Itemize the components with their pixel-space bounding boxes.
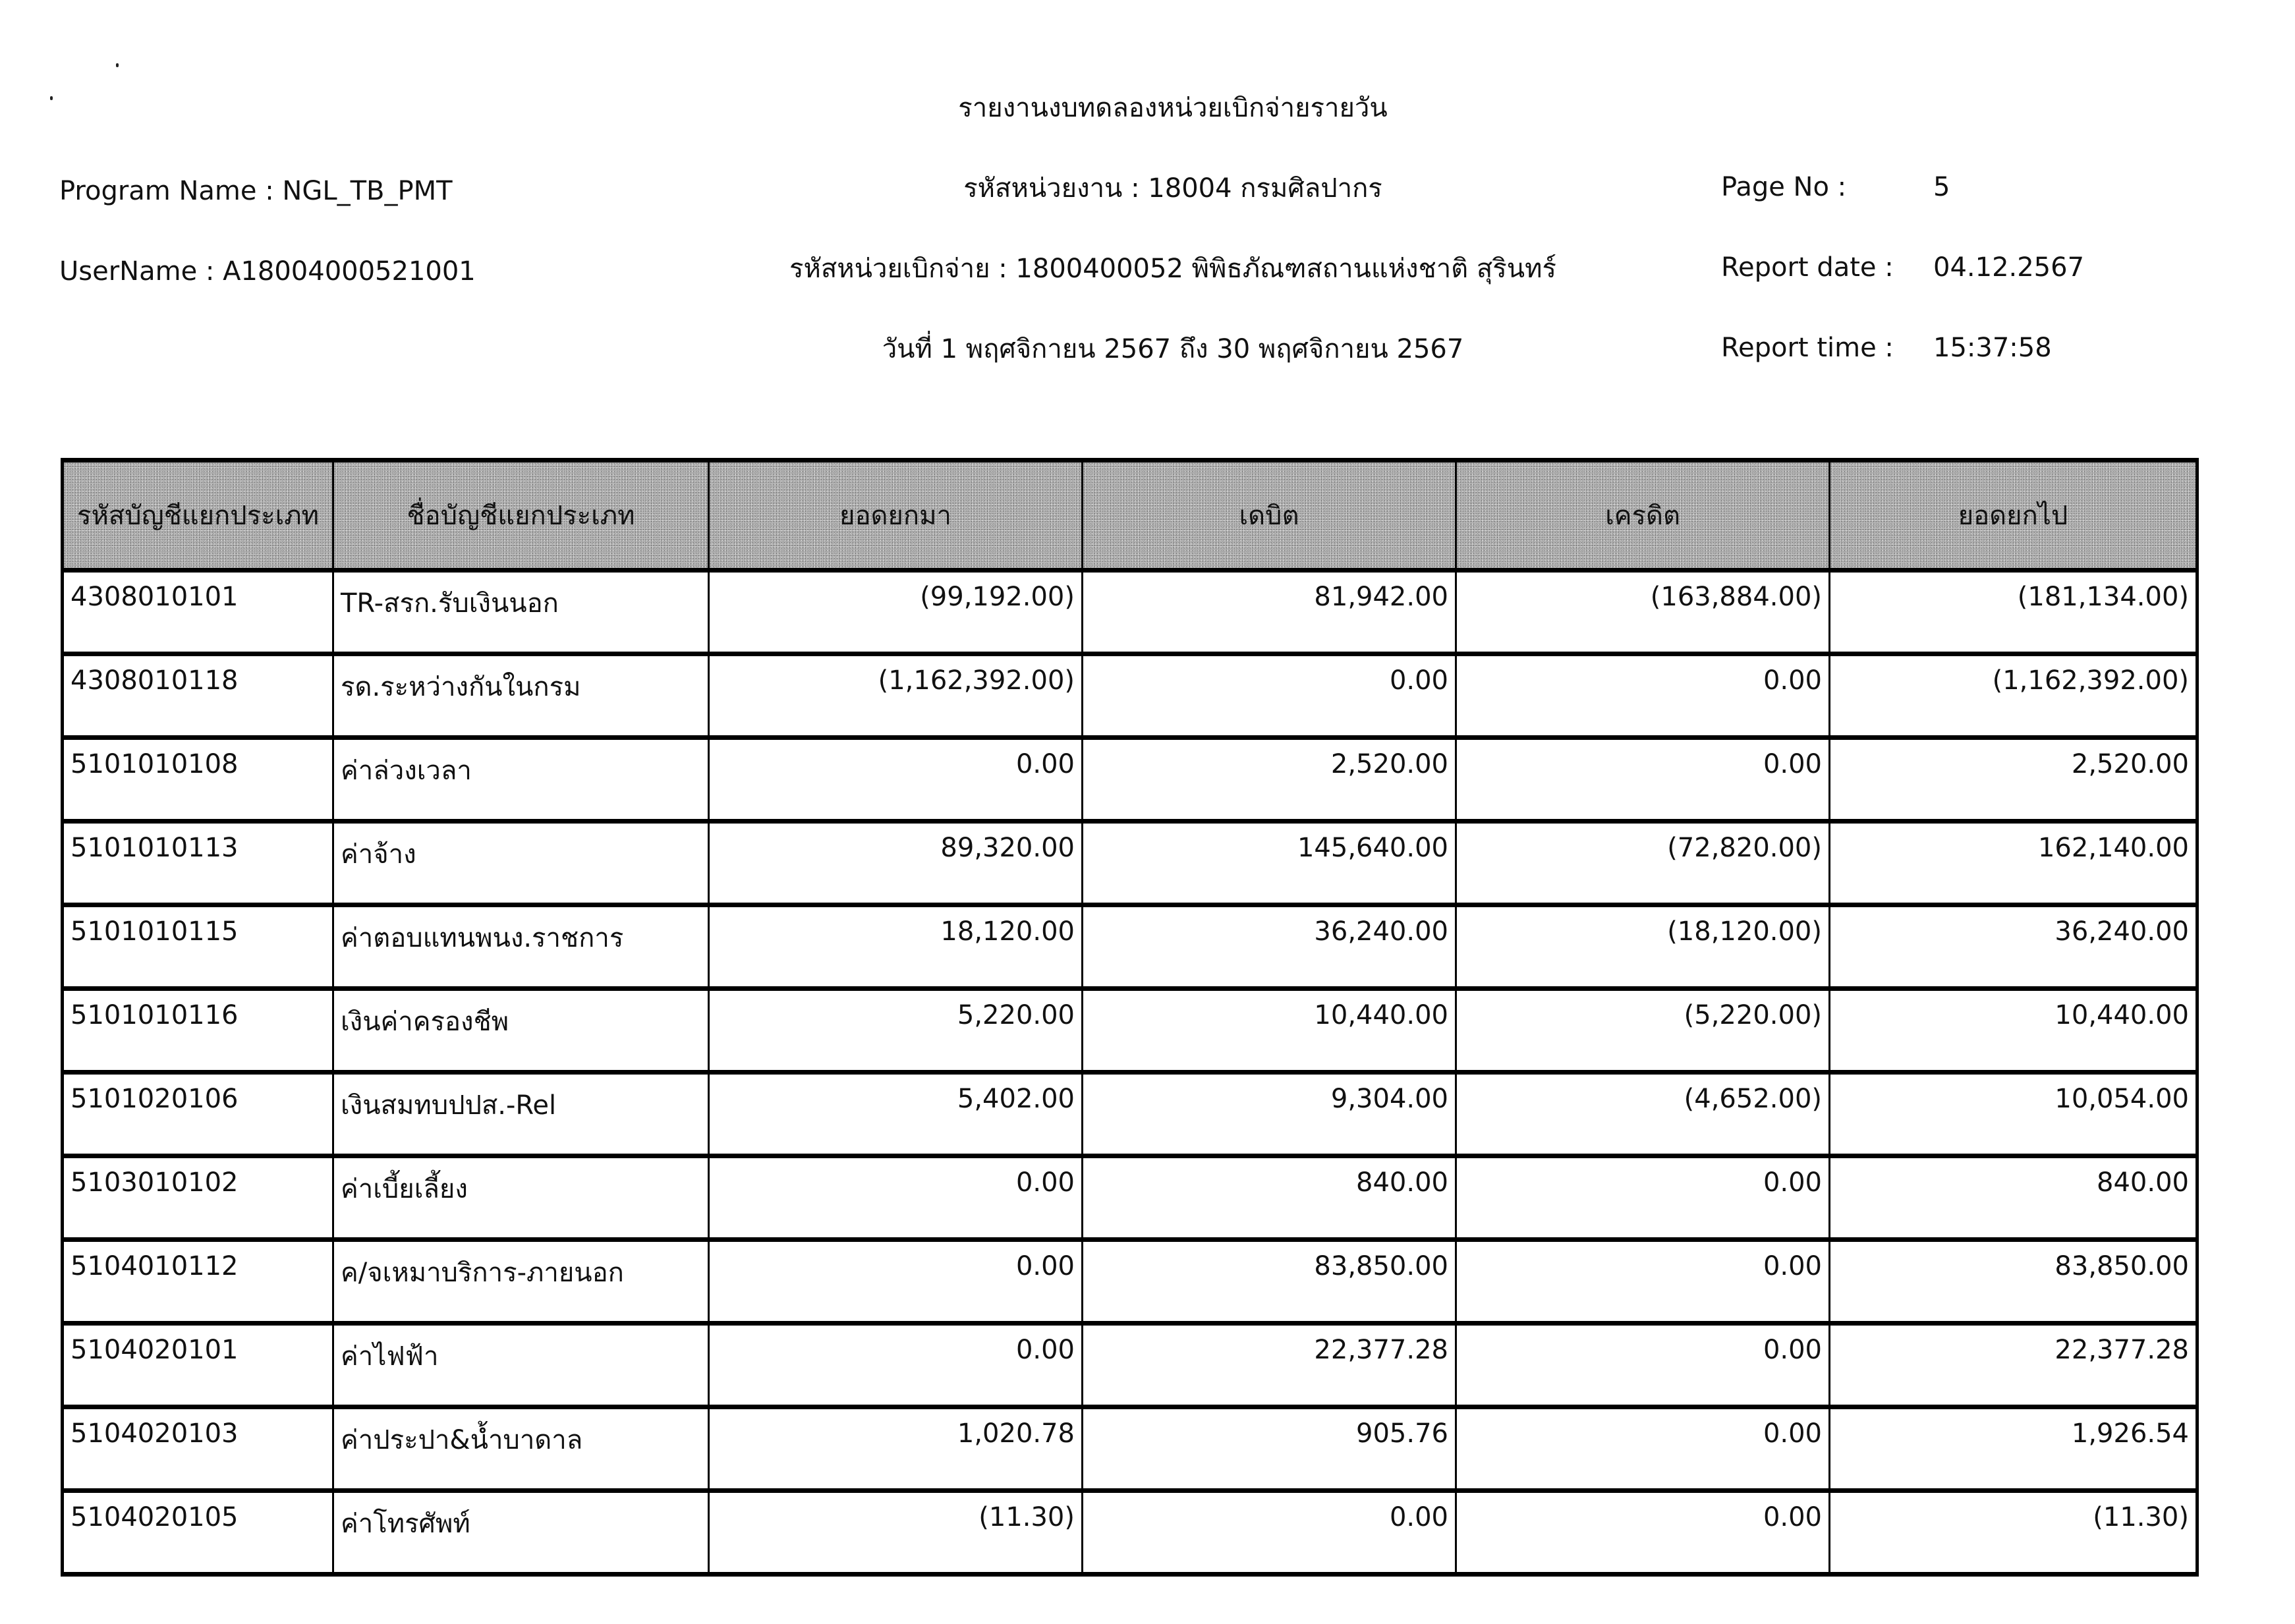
cell-account-code: 5104020103: [63, 1407, 333, 1491]
cell-opening-balance: 0.00: [709, 1156, 1083, 1240]
cell-opening-balance: 1,020.78: [709, 1407, 1083, 1491]
report-time-label: Report time :: [1721, 333, 1894, 363]
cell-account-name: เงินค่าครองชีพ: [333, 989, 709, 1073]
cell-account-name: ค่าเบี้ยเลี้ยง: [333, 1156, 709, 1240]
cell-closing-balance: 10,054.00: [1830, 1073, 2197, 1156]
cell-opening-balance: 89,320.00: [709, 822, 1083, 905]
cell-opening-balance: 5,220.00: [709, 989, 1083, 1073]
cell-account-code: 5104010112: [63, 1240, 333, 1324]
cell-account-code: 5101010108: [63, 738, 333, 822]
cell-debit: 145,640.00: [1083, 822, 1456, 905]
cell-closing-balance: (1,162,392.00): [1830, 654, 2197, 738]
cell-account-name: ค่าโทรศัพท์: [333, 1491, 709, 1575]
scan-speck: [50, 96, 53, 100]
cell-account-code: 5104020101: [63, 1324, 333, 1407]
cell-credit: 0.00: [1456, 1491, 1830, 1575]
cell-debit: 81,942.00: [1083, 571, 1456, 654]
cell-account-name: ค/จเหมาบริการ-ภายนอก: [333, 1240, 709, 1324]
page-no-label: Page No :: [1721, 172, 1847, 202]
table-row: [63, 1407, 2197, 1491]
page-no-value: 5: [1933, 172, 1950, 202]
username: UserName : A18004000521001: [59, 256, 476, 287]
cell-credit: 0.00: [1456, 1407, 1830, 1491]
cell-account-name: ค่าไฟฟ้า: [333, 1324, 709, 1407]
cell-debit: 2,520.00: [1083, 738, 1456, 822]
scan-speck: [116, 63, 119, 67]
cell-credit: (4,652.00): [1456, 1073, 1830, 1156]
cell-opening-balance: (11.30): [709, 1491, 1083, 1575]
period-line: วันที่ 1 พฤศจิกายน 2567 ถึง 30 พฤศจิกายน 2567: [882, 334, 1464, 364]
table-row: [63, 571, 2197, 654]
col-header-debit: เดบิต: [1083, 461, 1456, 571]
cell-account-name: ค่าประปา&น้ำบาดาล: [333, 1407, 709, 1491]
cell-credit: (163,884.00): [1456, 571, 1830, 654]
cell-credit: 0.00: [1456, 1240, 1830, 1324]
table-row: [63, 654, 2197, 738]
cell-closing-balance: 83,850.00: [1830, 1240, 2197, 1324]
report-date-label: Report date :: [1721, 252, 1894, 283]
table-row: [63, 1491, 2197, 1575]
cell-closing-balance: 1,926.54: [1830, 1407, 2197, 1491]
report-time-value: 15:37:58: [1933, 333, 2052, 363]
cell-credit: (72,820.00): [1456, 822, 1830, 905]
cell-debit: 36,240.00: [1083, 905, 1456, 989]
cell-account-name: รด.ระหว่างกันในกรม: [333, 654, 709, 738]
cell-credit: 0.00: [1456, 738, 1830, 822]
table-row: [63, 822, 2197, 905]
cell-account-code: 5101010115: [63, 905, 333, 989]
col-header-credit: เครดิต: [1456, 461, 1830, 571]
trial-balance-table: [61, 458, 2199, 1577]
cell-debit: 0.00: [1083, 654, 1456, 738]
cell-opening-balance: 0.00: [709, 1324, 1083, 1407]
agency-line: รหัสหน่วยงาน : 18004 กรมศิลปากร: [963, 173, 1382, 204]
cell-debit: 0.00: [1083, 1491, 1456, 1575]
cell-credit: 0.00: [1456, 1156, 1830, 1240]
table-row: [63, 738, 2197, 822]
cell-closing-balance: 840.00: [1830, 1156, 2197, 1240]
cell-credit: (18,120.00): [1456, 905, 1830, 989]
cell-closing-balance: 10,440.00: [1830, 989, 2197, 1073]
cell-debit: 9,304.00: [1083, 1073, 1456, 1156]
cell-closing-balance: (181,134.00): [1830, 571, 2197, 654]
cell-closing-balance: 2,520.00: [1830, 738, 2197, 822]
table-row: [63, 1073, 2197, 1156]
table-body: [63, 571, 2197, 1575]
cell-debit: 905.76: [1083, 1407, 1456, 1491]
cell-closing-balance: 22,377.28: [1830, 1324, 2197, 1407]
col-header-opening-balance: ยอดยกมา: [709, 461, 1083, 571]
cell-account-code: 5101020106: [63, 1073, 333, 1156]
table-row: [63, 1324, 2197, 1407]
cell-credit: 0.00: [1456, 1324, 1830, 1407]
table-header-row: [63, 461, 2197, 571]
cell-debit: 22,377.28: [1083, 1324, 1456, 1407]
table-row: [63, 989, 2197, 1073]
cell-closing-balance: (11.30): [1830, 1491, 2197, 1575]
table-row: [63, 1156, 2197, 1240]
cell-account-code: 4308010118: [63, 654, 333, 738]
disbursement-unit-line: รหัสหน่วยเบิกจ่าย : 1800400052 พิพิธภัณฑสถานแห่งชาติ สุรินทร์: [789, 254, 1556, 284]
table-row: [63, 1240, 2197, 1324]
cell-account-code: 5101010113: [63, 822, 333, 905]
col-header-closing-balance: ยอดยกไป: [1830, 461, 2197, 571]
cell-opening-balance: (99,192.00): [709, 571, 1083, 654]
cell-account-code: 5103010102: [63, 1156, 333, 1240]
cell-debit: 840.00: [1083, 1156, 1456, 1240]
col-header-account-code: รหัสบัญชีแยกประเภท: [63, 461, 333, 571]
cell-debit: 83,850.00: [1083, 1240, 1456, 1324]
cell-opening-balance: 0.00: [709, 1240, 1083, 1324]
cell-opening-balance: 5,402.00: [709, 1073, 1083, 1156]
table-row: [63, 905, 2197, 989]
cell-opening-balance: 0.00: [709, 738, 1083, 822]
report-title: รายงานงบทดลองหน่วยเบิกจ่ายรายวัน: [958, 93, 1388, 123]
cell-account-code: 5101010116: [63, 989, 333, 1073]
cell-account-name: ค่าจ้าง: [333, 822, 709, 905]
cell-credit: (5,220.00): [1456, 989, 1830, 1073]
cell-closing-balance: 36,240.00: [1830, 905, 2197, 989]
cell-opening-balance: 18,120.00: [709, 905, 1083, 989]
col-header-account-name: ชื่อบัญชีแยกประเภท: [333, 461, 709, 571]
cell-closing-balance: 162,140.00: [1830, 822, 2197, 905]
program-name: Program Name : NGL_TB_PMT: [59, 176, 453, 206]
cell-account-name: ค่าตอบแทนพนง.ราชการ: [333, 905, 709, 989]
cell-account-code: 4308010101: [63, 571, 333, 654]
cell-account-name: ค่าล่วงเวลา: [333, 738, 709, 822]
report-date-value: 04.12.2567: [1933, 252, 2085, 283]
cell-credit: 0.00: [1456, 654, 1830, 738]
cell-debit: 10,440.00: [1083, 989, 1456, 1073]
cell-opening-balance: (1,162,392.00): [709, 654, 1083, 738]
cell-account-name: เงินสมทบปปส.-Rel: [333, 1073, 709, 1156]
cell-account-name: TR-สรก.รับเงินนอก: [333, 571, 709, 654]
cell-account-code: 5104020105: [63, 1491, 333, 1575]
